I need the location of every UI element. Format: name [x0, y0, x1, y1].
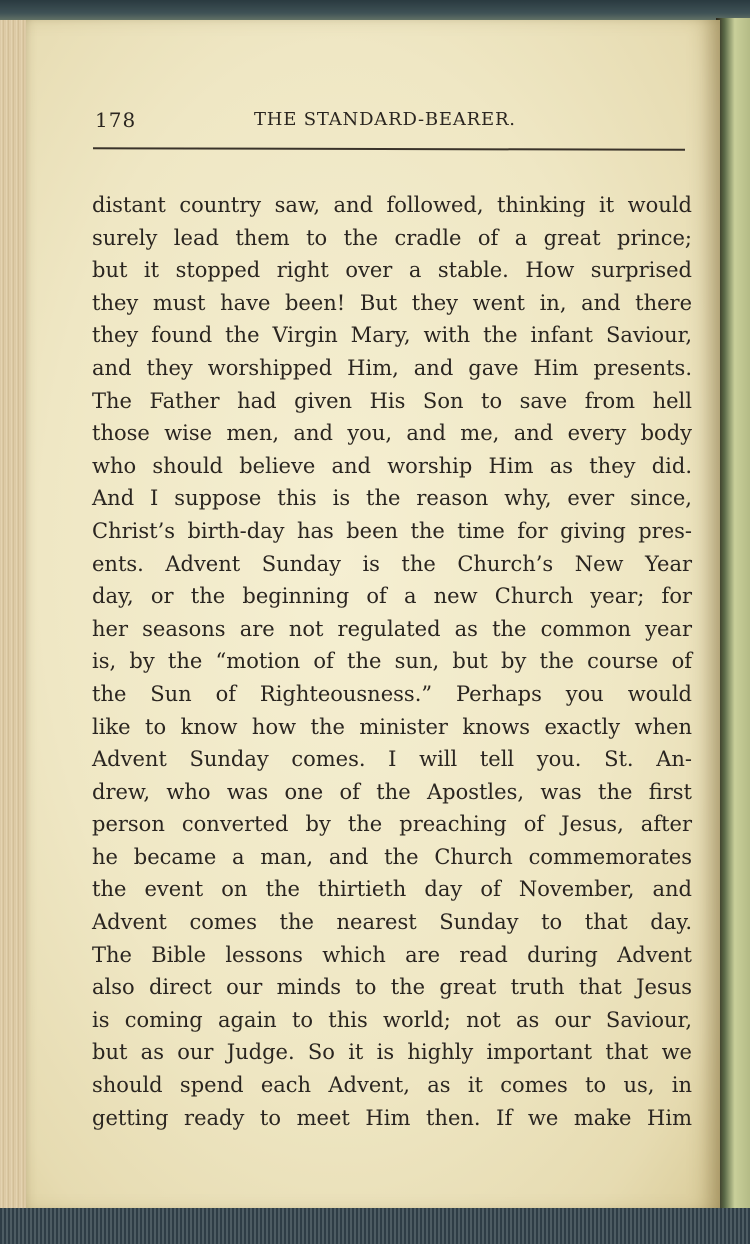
text-line-17: like to know how the minister knows exactly when [92, 714, 692, 739]
page-number: 178 [95, 108, 137, 132]
text-line-1: distant country saw, and followed, thinking it would [92, 193, 692, 217]
book-spine-shadow [716, 18, 750, 1214]
text-line-13: day, or the beginning of a new Church year; for [92, 584, 692, 609]
text-line-14: her seasons are not regulated as the common year [92, 616, 692, 641]
text-line-5: they found the Virgin Mary, with the infant Saviour, [92, 323, 692, 348]
text-line-22: the event on the thirtieth day of November, and [92, 877, 692, 902]
text-line-12: ents. Advent Sunday is the Church’s New Year [92, 551, 692, 576]
running-head: THE STANDARD-BEARER. [254, 109, 516, 130]
text-line-2: surely lead them to the cradle of a great prince; [92, 225, 692, 250]
text-line-3: but it stopped right over a stable. How surprised [92, 258, 692, 283]
book-cover-bottom-edge [0, 1208, 750, 1244]
text-line-8: those wise men, and you, and me, and every body [92, 421, 692, 446]
text-line-28: should spend each Advent, as it comes to us, in [92, 1073, 692, 1098]
text-line-25: also direct our minds to the great truth that Jesus [92, 975, 692, 1000]
book-cover-top-edge [0, 0, 750, 22]
body-text [92, 189, 692, 1134]
text-line-27: but as our Judge. So it is highly important that we [92, 1040, 692, 1065]
text-line-26: is coming again to this world; not as our Saviour, [92, 1007, 692, 1032]
text-line-7: The Father had given His Son to save from hell [92, 388, 692, 413]
text-line-21: he became a man, and the Church commemorates [92, 844, 692, 869]
header-rule [93, 147, 685, 151]
text-line-29: getting ready to meet Him then. If we make Him [92, 1105, 692, 1130]
text-line-10: And I suppose this is the reason why, ever since, [92, 486, 692, 511]
text-line-24: The Bible lessons which are read during Advent [92, 942, 692, 967]
text-line-16: the Sun of Righteousness.” Perhaps you would [92, 681, 692, 706]
text-line-6: and they worshipped Him, and gave Him presents. [92, 355, 692, 380]
text-line-11: Christ’s birth-day has been the time for giving pres- [92, 518, 692, 543]
text-line-18: Advent Sunday comes. I will tell you. St. An- [92, 747, 692, 772]
text-line-23: Advent comes the nearest Sunday to that day. [92, 910, 692, 935]
book-page [26, 20, 720, 1210]
text-line-9: who should believe and worship Him as they did. [92, 453, 692, 478]
text-line-4: they must have been! But they went in, and there [92, 290, 692, 315]
text-line-20: person converted by the preaching of Jesus, after [92, 812, 692, 837]
text-line-19: drew, who was one of the Apostles, was the first [92, 779, 692, 804]
text-line-15: is, by the “motion of the sun, but by the course of [92, 649, 692, 674]
